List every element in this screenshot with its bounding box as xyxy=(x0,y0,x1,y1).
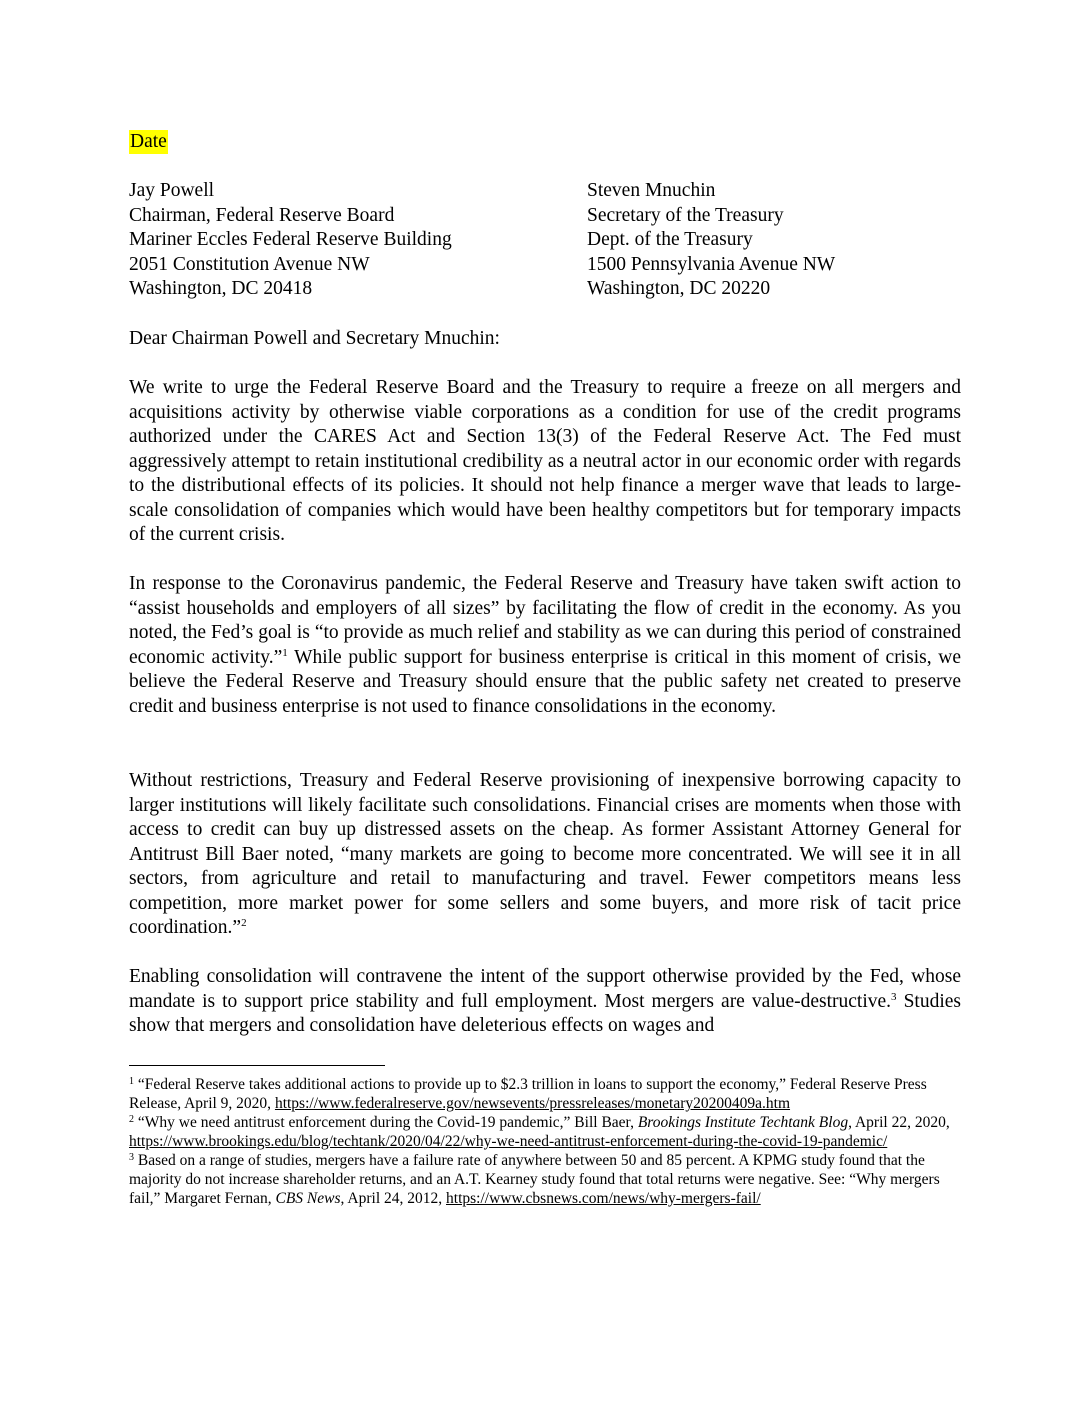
footnote-2 xyxy=(129,1113,961,1151)
body-paragraph-1: We write to urge the Federal Reserve Board and the Treasury to require a freeze on all mergers and acquisitions activity by otherwise viable corporations as a condition for use of the credit programs authorized under the CARES Act and Section 13(3) of the Federal Reserve Act. The Fed must aggressively attempt to retain institutional credibility as a neutral actor in our economic order with regards to the distributional effects of its policies. It should not help finance a merger wave that leads to large-scale consolidation of companies which would have been healthy competitors but for temporary impacts of the current crisis. xyxy=(129,377,961,545)
footnote-link[interactable]: https://www.brookings.edu/blog/techtank/2020/04/22/why-we-need-antitrust-enforcement-during-the-covid-19-pandemic/ xyxy=(129,1133,888,1150)
paragraph-text: Enabling consolidation will contravene the intent of the support otherwise provided by the Fed, whose mandate is to support price stability and full employment. Most mergers are value-destructive. xyxy=(129,966,961,1012)
date-placeholder: Date xyxy=(130,131,167,152)
address-line: Chairman, Federal Reserve Board xyxy=(129,204,395,226)
footnotes xyxy=(129,1075,961,1208)
footnote-source-title: CBS News xyxy=(275,1190,341,1207)
footnote-number: 2 xyxy=(129,1114,134,1125)
body-paragraph-4 xyxy=(129,965,961,1039)
address-line: 2051 Constitution Avenue NW xyxy=(129,253,370,275)
address-line: Jay Powell xyxy=(129,180,215,201)
footnote-number: 3 xyxy=(129,1152,134,1163)
recipient-powell-address xyxy=(129,179,452,302)
address-line: Dept. of the Treasury xyxy=(587,229,753,250)
address-line: Washington, DC 20418 xyxy=(129,278,313,299)
recipient-mnuchin-address xyxy=(587,179,835,302)
address-line: Washington, DC 20220 xyxy=(587,278,771,299)
address-line: Secretary of the Treasury xyxy=(587,204,784,226)
salutation: Dear Chairman Powell and Secretary Mnuchin: xyxy=(129,328,500,349)
footnote-text: , April 24, 2012, xyxy=(340,1190,447,1207)
footnote-link[interactable]: https://www.federalreserve.gov/newsevents/pressreleases/monetary20200409a.htm xyxy=(274,1095,791,1112)
footnote-text: Based on a range of studies, mergers have a failure rate of anywhere between 50 and 85 percent. A KPMG study found that the majority do not increase shareholder returns, and an A.T. Kearney study found that total returns were negative. See: “Why mergers fail,” Margaret Fernan, xyxy=(129,1152,940,1207)
address-line: Steven Mnuchin xyxy=(587,180,716,201)
footnote-source-title: Brookings Institute Techtank Blog xyxy=(637,1114,849,1131)
footnote-text: “Why we need antitrust enforcement during the Covid-19 pandemic,” Bill Baer, xyxy=(134,1114,638,1131)
footnote-ref-2[interactable]: 2 xyxy=(241,917,247,929)
paragraph-text: While public support for business enterprise is critical in this moment of crisis, we believe the Federal Reserve and Treasury should ensure that the public safety net created to preserve credit and business enterprise is not used to finance consolidations in the economy. xyxy=(129,646,961,717)
footnote-1 xyxy=(129,1075,961,1113)
footnote-divider xyxy=(129,1065,385,1066)
footnote-ref-1[interactable]: 1 xyxy=(282,646,288,659)
footnote-text: “Federal Reserve takes additional actions to provide up to $2.3 trillion in loans to support the economy,” Federal Reserve Press Release, April 9, 2020, xyxy=(129,1076,927,1112)
address-line: Mariner Eccles Federal Reserve Building xyxy=(129,229,452,250)
footnote-number: 1 xyxy=(129,1076,134,1087)
address-line: 1500 Pennsylvania Avenue NW xyxy=(587,253,836,275)
body-paragraph-3 xyxy=(129,769,961,941)
paragraph-text: Studies show that mergers and consolidation have deleterious effects on wages and xyxy=(129,990,961,1036)
footnote-ref-3[interactable]: 3 xyxy=(891,990,897,1003)
footnote-text: , April 22, 2020, xyxy=(848,1114,950,1131)
paragraph-text: In response to the Coronavirus pandemic, the Federal Reserve and Treasury have taken swift action to “assist households and employers of all sizes” by facilitating the flow of credit in the economy. As you noted, the Fed’s goal is “to provide as much relief and stability as we can during this period of constrained economic activity.” xyxy=(129,573,961,668)
body-paragraph-2 xyxy=(129,572,961,719)
paragraph-text: Without restrictions, Treasury and Federal Reserve provisioning of inexpensive borrowing capacity to larger institutions will likely facilitate such consolidations. Financial crises are moments when those with access to credit can buy up distressed assets on the cheap. As former Assistant Attorney General for Antitrust Bill Baer noted, “many markets are going to become more concentrated. We will see it in all sectors, from agriculture and retail to manufacturing and travel. Fewer competitors means less competition, more market power for some sellers and some buyers, and more risk of tacit price coordination.” xyxy=(129,770,961,938)
footnote-link[interactable]: https://www.cbsnews.com/news/why-mergers-fail/ xyxy=(446,1190,761,1207)
footnote-3 xyxy=(129,1151,961,1208)
